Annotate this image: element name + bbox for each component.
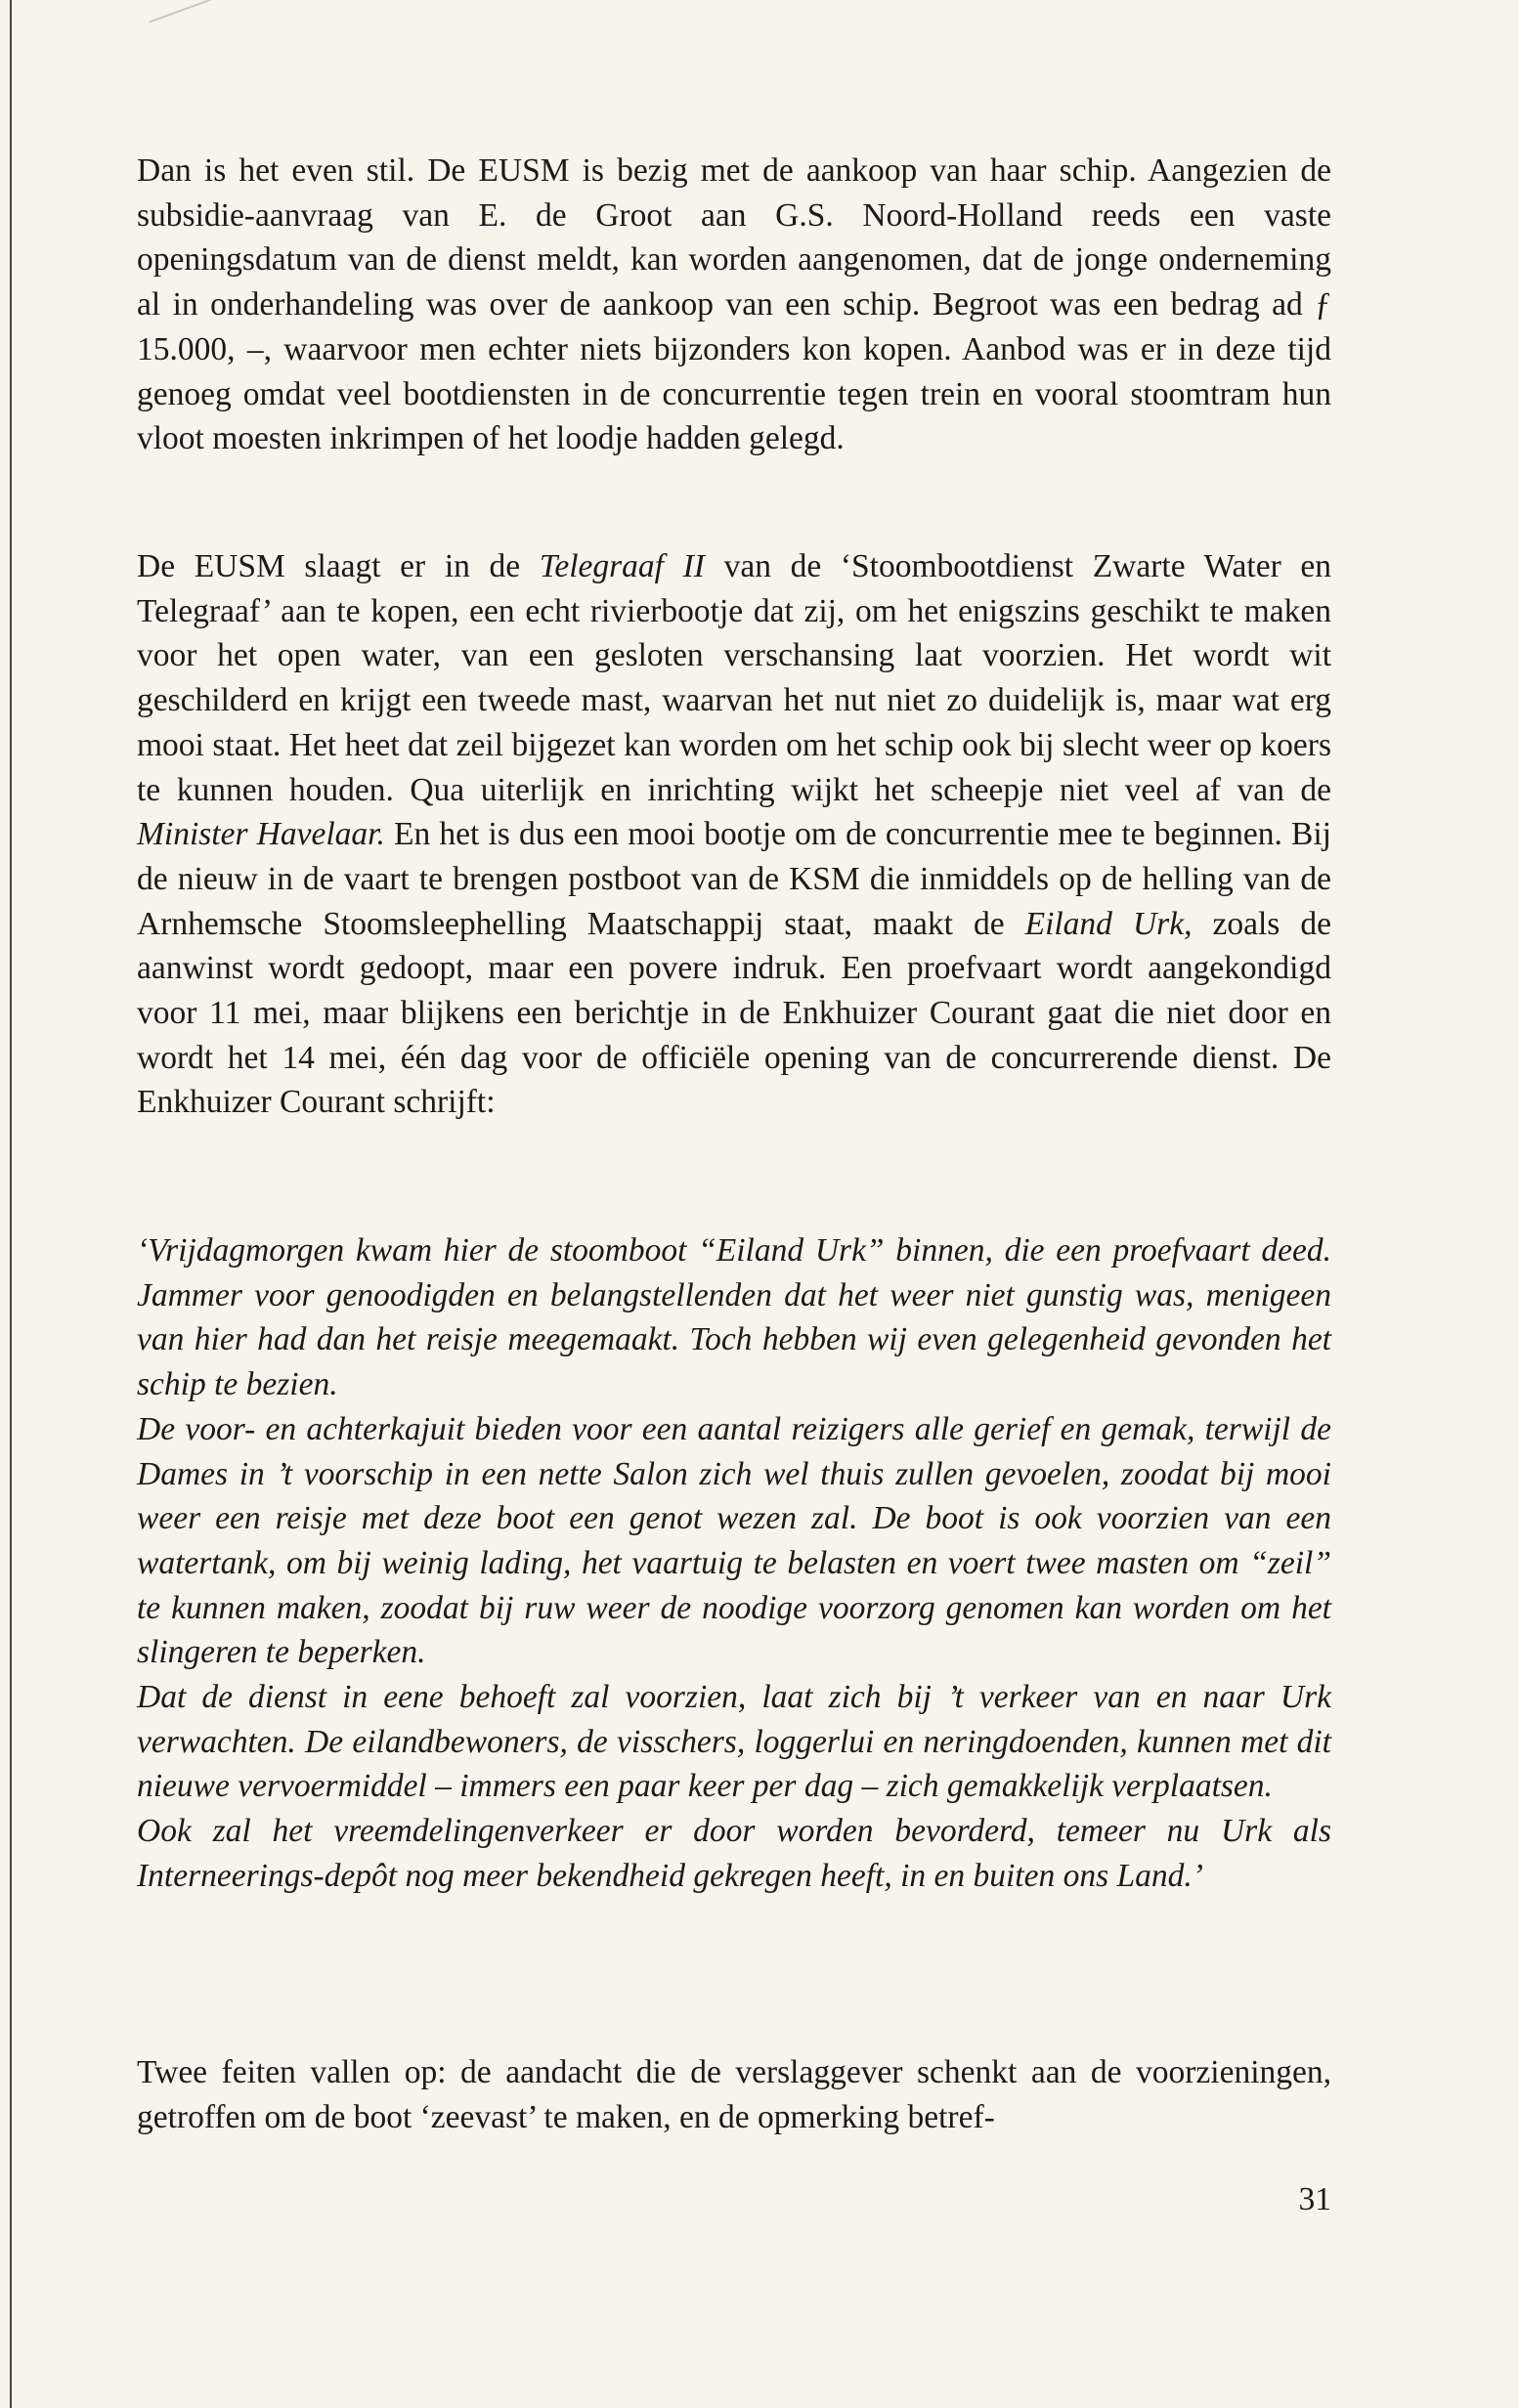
paragraph-ship-purchase-text-b: van de ‘Stoombootdienst Zwarte Water en Telegraaf’ aan te kopen, een echt rivierbootje dat zij, om het enigszins geschikt te maken voor het open water, van een gesloten verschansing laat voorzien. Het wordt wit geschilderd en krijgt een tweede mast, waarvan het nut niet zo duidelijk is, maar wat erg mooi staat. Het heet dat zeil bijgezet kan worden om het schip ook bij slecht weer op koers te kunnen houden. Qua uiterlijk en inrichting wijkt het scheepje niet veel af van de [137,548,1331,808]
scan-artifact-mark [149,0,223,23]
page-number: 31 [1298,2181,1331,2217]
ship-name-eiland-urk: Eiland Urk, [1024,905,1193,942]
paragraph-ship-purchase-text-d: zoals de aanwinst wordt gedoopt, maar een povere indruk. Een proefvaart wordt aangekondigd voor 11 mei, maar blijkens een berichtje in de Enkhuizer Courant gaat die niet door en wordt het 14 mei, één dag voor de officiële opening van de concurrerende dienst. De Enkhuizer Courant schrijft: [137,905,1331,1121]
quote-paragraph: Ook zal het vreemdelingenverkeer er door worden bevorderd, temeer nu Urk als Interneerings-depôt nog meer bekendheid gekregen heeft, in en buiten ons Land.’ [137,1813,1331,1894]
paragraph-ship-purchase-text-a: De EUSM slaagt er in de [137,548,540,584]
quote-paragraph: Dat de dienst in eene behoeft zal voorzien, laat zich bij ’t verkeer van en naar Urk verwachten. De eilandbewoners, de visschers, loggerlui en neringdoenden, kunnen met dit nieuwe vervoermiddel – immers een paar keer per dag – zich gemakkelijk verplaatsen. [137,1679,1331,1805]
quote-paragraph: ‘Vrijdagmorgen kwam hier de stoomboot “Eiland Urk” binnen, die een proefvaart deed. Jammer voor genoodigden en belangstellenden dat het weer niet gunstig was, menigeen van hier had dan het reisje meegemaakt. Toch hebben wij even gelegenheid gevonden het schip te bezien. [137,1232,1331,1403]
paragraph-two-facts: Twee feiten vallen op: de aandacht die de verslaggever schenkt aan de voorzieningen, getroffen om de boot ‘zeevast’ te maken, en de opmerking betref- [137,2054,1331,2135]
page-binding-edge [10,0,12,2408]
newspaper-quote [137,1228,1331,1899]
quote-paragraph: De voor- en achterkajuit bieden voor een aantal reizigers alle gerief en gemak, terwijl de Dames in ’t voorschip in een nette Salon zich wel thuis zullen gevoelen, zoodat bij mooi weer een reisje met deze boot een genot wezen zal. De boot is ook voorzien van een watertank, om bij weinig lading, het vaartuig te belasten en voert twee masten om “zeil” te kunnen maken, zoodat bij ruw weer de noodige voorzorg genomen kan worden om het slingeren te beperken. [137,1410,1331,1671]
ship-name-telegraaf: Telegraaf II [539,548,705,584]
paragraph-ship-purchase [137,544,1331,1125]
ship-name-minister-havelaar: Minister Havelaar. [137,816,385,853]
paragraph-ship-purchase-text-c: En het is dus een mooi bootje om de concurrentie mee te beginnen. Bij de nieuw in de vaart te brengen postboot van de KSM die inmiddels op de helling van de Arnhemsche Stoomsleephelling Maatschappij staat, maakt de [137,816,1331,942]
paragraph-intro: Dan is het even stil. De EUSM is bezig met de aankoop van haar schip. Aangezien de subsidie-aanvraag van E. de Groot aan G.S. Noord-Holland reeds een vaste openingsdatum van de dienst meldt, kan worden aangenomen, dat de jonge onderneming al in onderhandeling was over de aankoop van een schip. Begroot was een bedrag ad ƒ 15.000, –, waarvoor men echter niets bijzonders kon kopen. Aanbod was er in deze tijd genoeg omdat veel bootdiensten in de concurrentie tegen trein en vooral stoomtram hun vloot moesten inkrimpen of het loodje hadden gelegd. [137,152,1331,457]
